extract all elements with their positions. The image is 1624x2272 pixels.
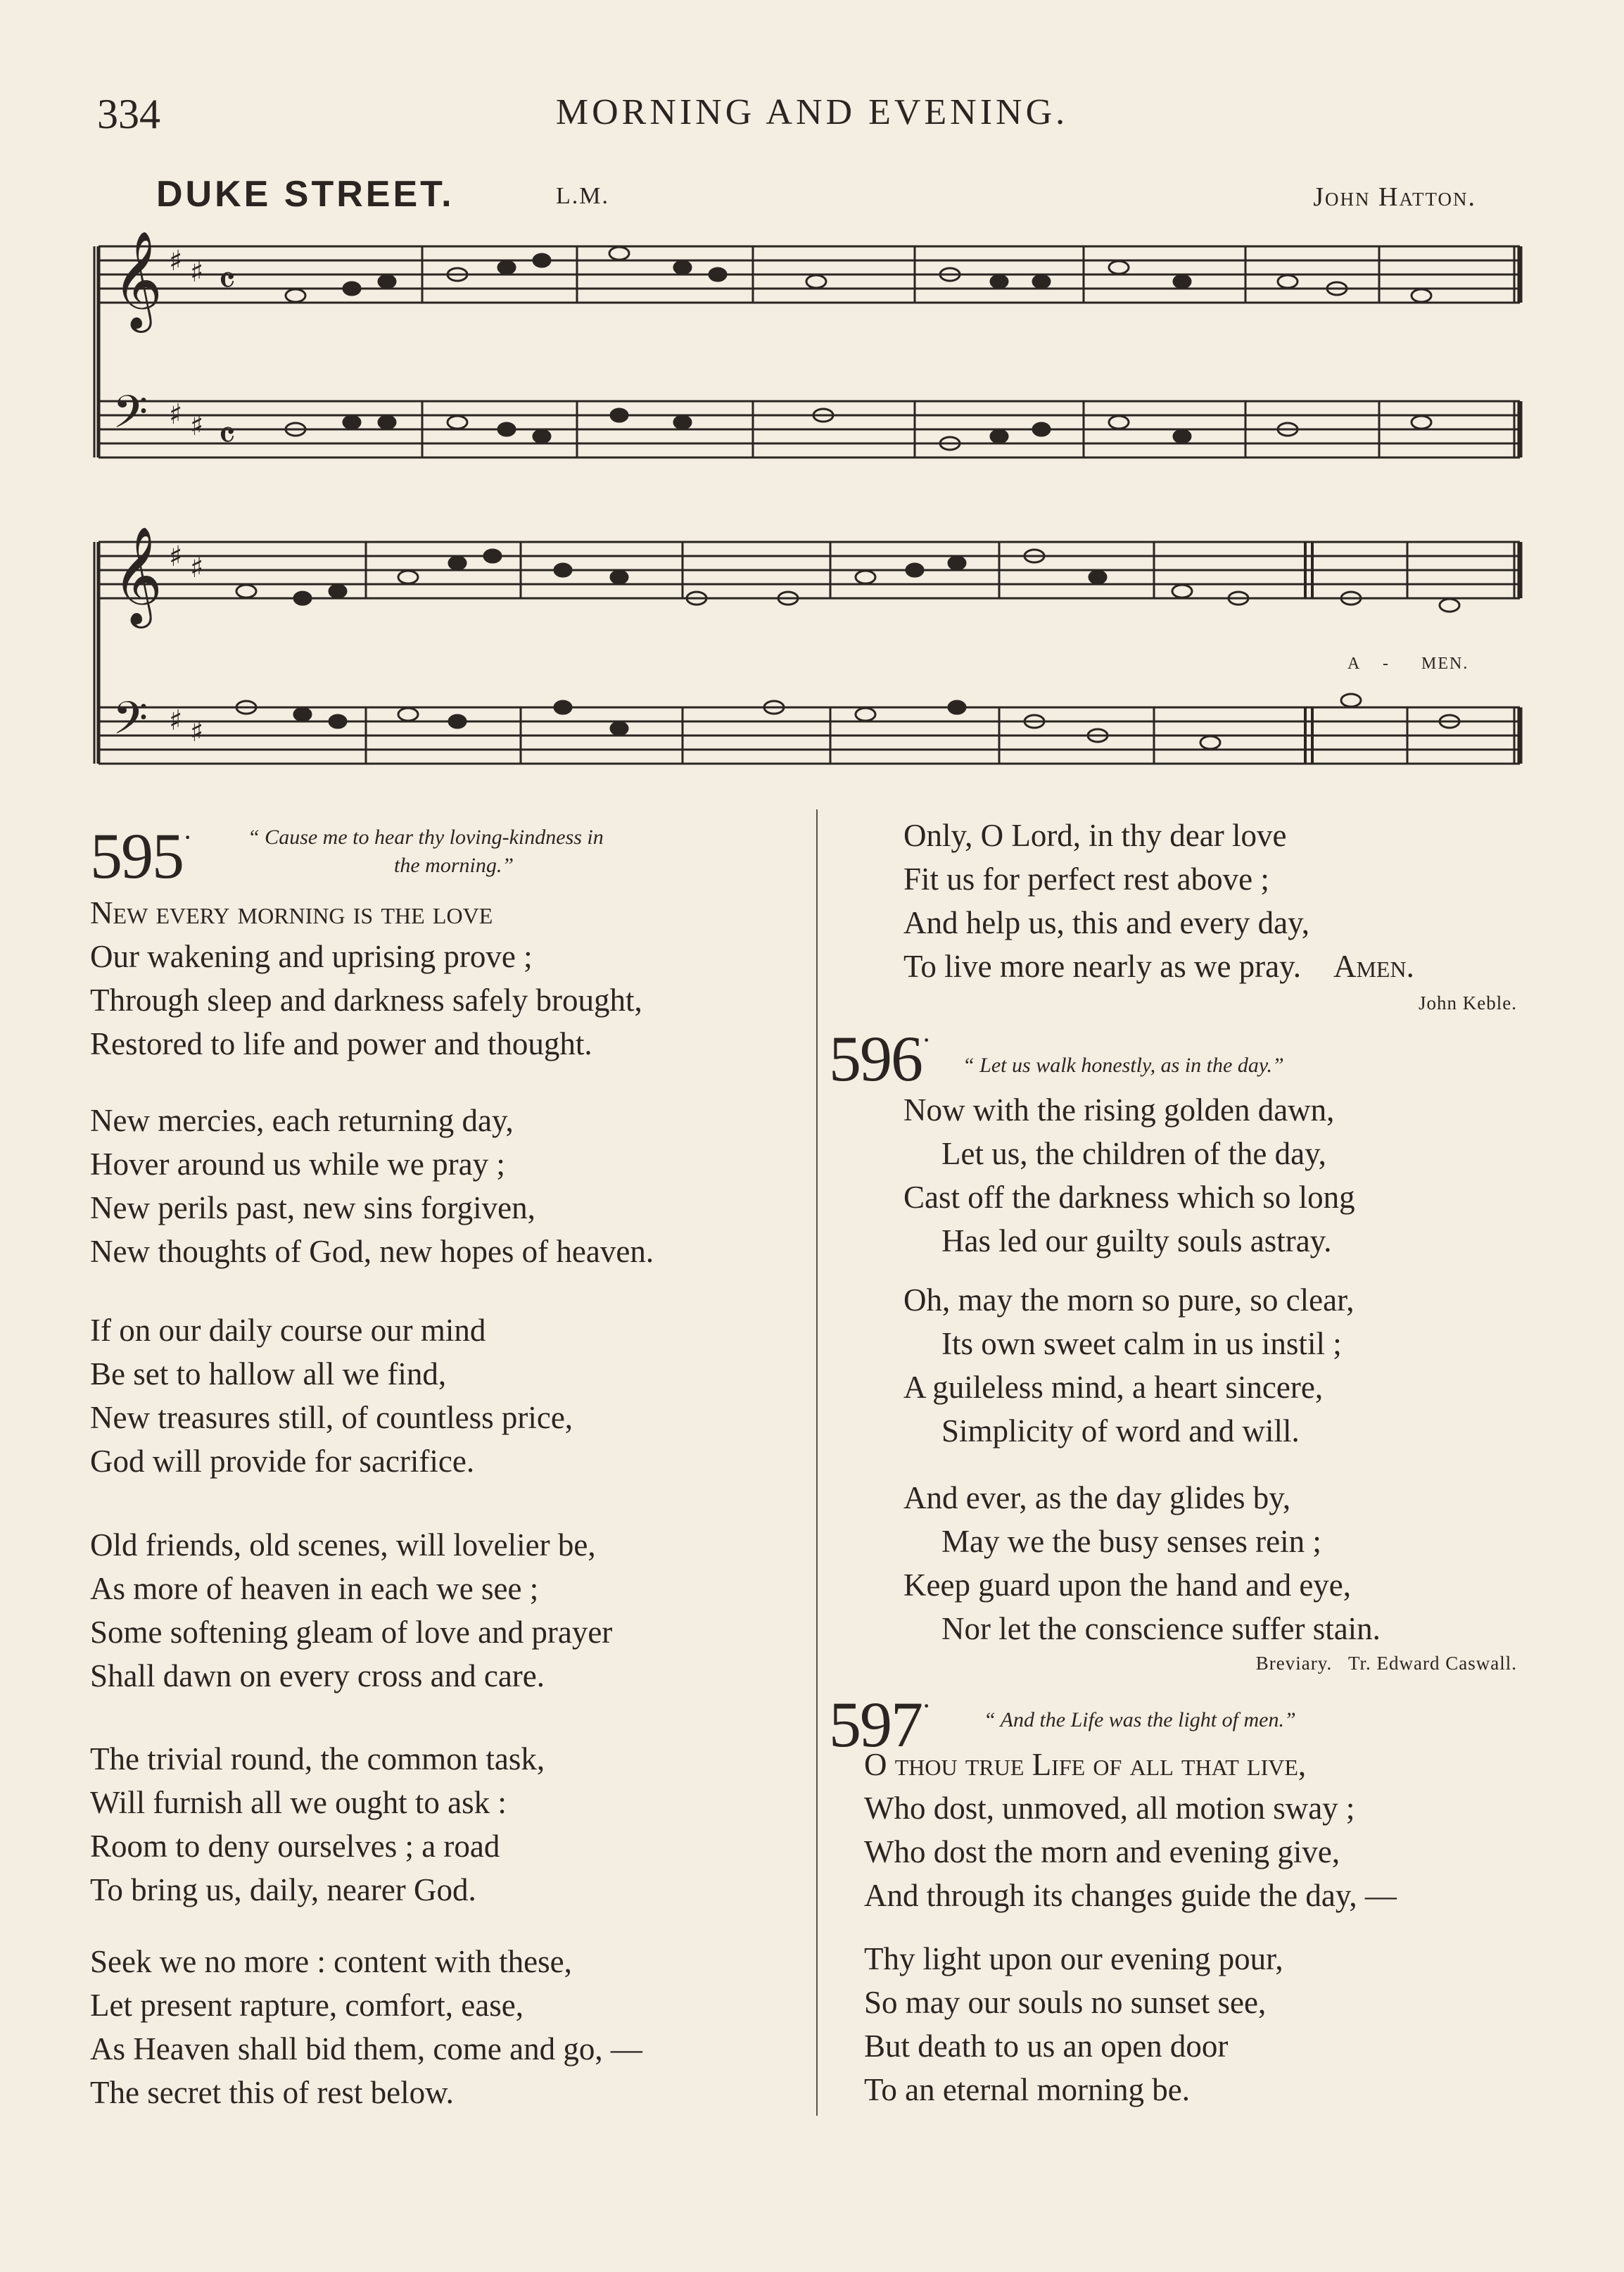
hymn-595-stanza-1 [90, 891, 642, 1066]
verse-line: Cast off the darkness which so long [903, 1180, 1355, 1215]
hymn-595-stanza-4 [90, 1523, 612, 1698]
verse-line: Let us, the children of the day, [941, 1136, 1326, 1171]
svg-text:♯: ♯ [190, 410, 204, 442]
tune-meter: L.M. [556, 183, 609, 209]
tune-composer: John Hatton. [1313, 182, 1476, 212]
verse-line: Oh, may the morn so pure, so clear, [903, 1282, 1355, 1318]
verse-line: The trivial round, the common task, [90, 1741, 545, 1776]
svg-text:♯: ♯ [190, 552, 204, 584]
verse-line: Will furnish all we ought to ask : [90, 1785, 507, 1820]
verse-line: To bring us, daily, nearer God. [90, 1872, 476, 1907]
column-divider [816, 809, 818, 2116]
verse-line: Our wakening and uprising prove ; [90, 939, 533, 974]
hymn-number-597: 597· [829, 1689, 930, 1760]
verse-line: Nor let the conscience suffer stain. [941, 1611, 1381, 1646]
verse-line: Now with the rising golden dawn, [903, 1092, 1335, 1128]
verse-line-text: To live more nearly as we pray. [903, 949, 1301, 984]
verse-line: New mercies, each returning day, [90, 1103, 514, 1138]
svg-text:♯: ♯ [169, 705, 183, 737]
verse-line: But death to us an open door [864, 2028, 1229, 2064]
verse-line: Restored to life and power and thought. [90, 1026, 592, 1061]
verse-line: As Heaven shall bid them, come and go, — [90, 2031, 642, 2066]
verse-line [903, 945, 1414, 988]
tune-name: DUKE STREET. [156, 174, 455, 215]
hymn-596-stanza-3 [903, 1476, 1381, 1651]
verse-line: God will provide for sacrifice. [90, 1444, 475, 1479]
verse-line: Be set to hallow all we find, [90, 1356, 447, 1391]
verse-line: Thy light upon our evening pour, [864, 1941, 1283, 1976]
hymn-597-stanza-1 [864, 1743, 1397, 1917]
svg-text:♯: ♯ [169, 541, 183, 573]
verse-line: Room to deny ourselves ; a road [90, 1829, 500, 1864]
verse-line: New perils past, new sins forgiven, [90, 1190, 535, 1225]
hymn-595-stanza-7 [903, 814, 1414, 988]
verse-line: If on our daily course our mind [90, 1313, 486, 1348]
verse-line: New treasures still, of countless price, [90, 1400, 573, 1435]
hymn-595-stanza-5 [90, 1737, 545, 1912]
verse-line: Through sleep and darkness safely brought, [90, 983, 642, 1018]
verse-line: Its own sweet calm in us instil ; [941, 1326, 1342, 1361]
hymn-number-596: 596· [829, 1023, 930, 1094]
clefs-1 [113, 231, 236, 459]
verse-line [864, 1743, 1397, 1786]
verse-line: Let present rapture, comfort, ease, [90, 1988, 524, 2023]
treble-staff-1 [99, 246, 1520, 303]
verse-line: Shall dawn on every cross and care. [90, 1658, 545, 1693]
bass-staff-1 [99, 401, 1520, 457]
barlines-2 [366, 542, 1520, 764]
verse-line: The secret this of rest below. [90, 2075, 454, 2110]
amen-syllable-a: A [1347, 655, 1362, 673]
svg-text:♯: ♯ [190, 716, 204, 748]
verse-line: New thoughts of God, new hopes of heaven. [90, 1234, 654, 1269]
hymn-595-stanza-3 [90, 1308, 573, 1483]
bass-clef-icon: 𝄢 [113, 693, 148, 756]
verse-line: So may our souls no sunset see, [864, 1985, 1267, 2020]
treble-clef-icon: 𝄞 [113, 231, 163, 329]
svg-text:𝄴: 𝄴 [218, 413, 236, 459]
hymn-595-epigraph-line-2: the morning.” [394, 854, 514, 877]
hymn-595-author: John Keble. [1419, 992, 1517, 1014]
verse-line: Keep guard upon the hand and eye, [903, 1567, 1352, 1603]
verse-line: Some softening gleam of love and prayer [90, 1615, 613, 1650]
amen-marker: Amen. [1333, 949, 1414, 984]
section-title: MORNING AND EVENING. [555, 92, 1069, 132]
verse-line: And help us, this and every day, [903, 905, 1309, 940]
hymn-596-stanza-1 [903, 1088, 1355, 1263]
verse-line: Seek we no more : content with these, [90, 1944, 572, 1979]
verse-line: Only, O Lord, in thy dear love [903, 818, 1287, 853]
verse-line: As more of heaven in each we see ; [90, 1571, 539, 1606]
svg-text:♯: ♯ [190, 256, 204, 289]
svg-text:♯: ♯ [169, 398, 183, 431]
notes-2 [236, 550, 1459, 749]
svg-text:𝄴: 𝄴 [218, 258, 236, 304]
amen-syllable-men: MEN. [1421, 655, 1469, 673]
hymn-595-stanza-6 [90, 1940, 642, 2114]
verse-line: Has led our guilty souls astray. [941, 1223, 1332, 1258]
hymn-595-epigraph-line-1: “ Cause me to hear thy loving-kindness in [248, 826, 604, 849]
hymn-597-epigraph: “ And the Life was the light of men.” [984, 1708, 1296, 1731]
treble-clef-icon: 𝄞 [113, 526, 163, 624]
hymn-595-stanza-2 [90, 1099, 654, 1273]
bass-clef-icon: 𝄢 [113, 386, 148, 450]
verse-line [90, 891, 642, 935]
notes-1 [286, 247, 1431, 450]
verse-line: Hover around us while we pray ; [90, 1147, 505, 1182]
verse-line: And ever, as the day glides by, [903, 1480, 1291, 1515]
verse-line: A guileless mind, a heart sincere, [903, 1370, 1324, 1405]
verse-line: Fit us for perfect rest above ; [903, 862, 1269, 897]
verse-line: May we the busy senses rein ; [941, 1524, 1321, 1559]
verse-line: Simplicity of word and will. [941, 1413, 1300, 1449]
music-score [84, 211, 1548, 788]
verse-line: And through its changes guide the day, — [864, 1878, 1397, 1913]
verse-line: Old friends, old scenes, will lovelier be, [90, 1527, 596, 1563]
svg-text:♯: ♯ [169, 245, 183, 277]
verse-line-text: O thou true Life of all that live, [864, 1747, 1307, 1782]
verse-line: To an eternal morning be. [864, 2072, 1190, 2107]
hymn-596-stanza-2 [903, 1278, 1355, 1453]
page-number: 334 [97, 91, 160, 137]
hymn-596-author: Breviary. Tr. Edward Caswall. [1255, 1653, 1517, 1674]
score-system-2 [94, 542, 1520, 764]
hymn-597-stanza-2 [864, 1937, 1283, 2112]
verse-line-text: New every morning is the love [90, 895, 493, 930]
verse-line: Who dost the morn and evening give, [864, 1834, 1340, 1869]
hymn-596-epigraph: “ Let us walk honestly, as in the day.” [963, 1054, 1284, 1077]
amen-syllable-dash: - [1383, 655, 1390, 673]
hymn-number-595: 595· [90, 820, 191, 892]
barlines-1 [422, 246, 1520, 457]
verse-line: Who dost, unmoved, all motion sway ; [864, 1791, 1355, 1826]
